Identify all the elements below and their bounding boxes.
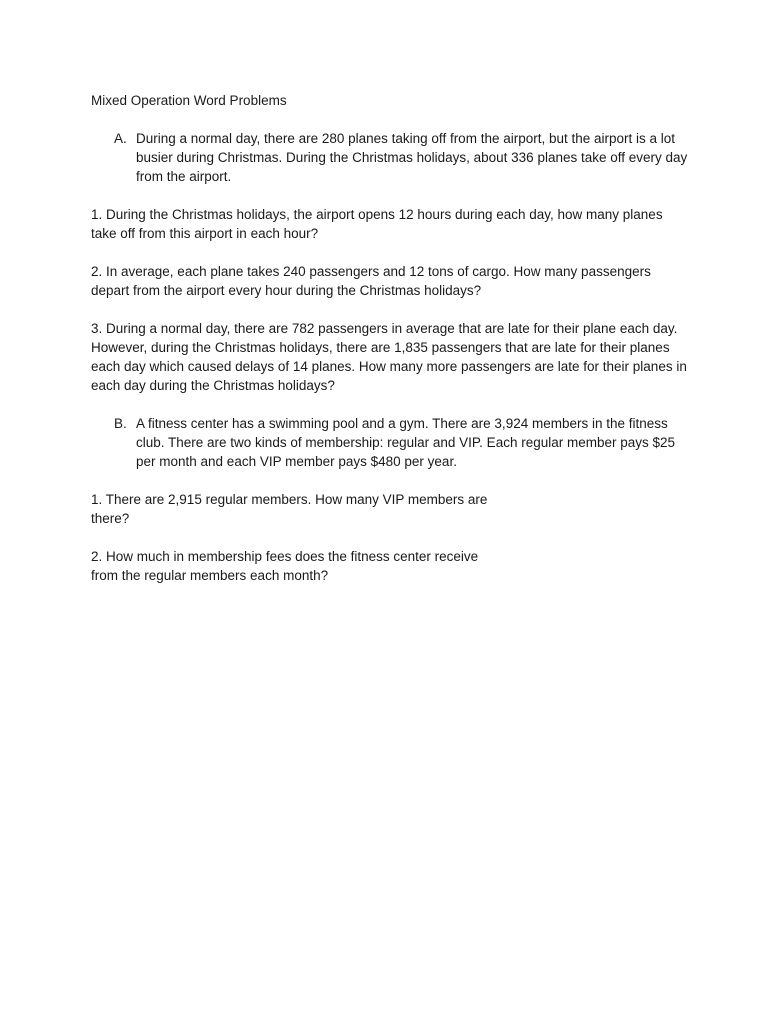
section-a xyxy=(91,129,691,186)
document-title: Mixed Operation Word Problems xyxy=(91,93,287,108)
question-a2: 2. In average, each plane takes 240 passengers and 12 tons of cargo. How many passengers depart from the airport every hour during the Christmas holidays? xyxy=(91,264,651,298)
section-b-marker: B. xyxy=(114,416,127,431)
document-page xyxy=(91,91,691,604)
question-a3: 3. During a normal day, there are 782 passengers in average that are late for their plane each day. However, during the Christmas holidays, there are 1,835 passengers that are late for their planes each day which caused delays of 14 planes. How many more passengers are late for their planes in each day during the Christmas holidays? xyxy=(91,321,687,393)
section-a-text: During a normal day, there are 280 planes taking off from the airport, but the airport is a lot busier during Christmas. During the Christmas holidays, about 336 planes take off every day from the airport. xyxy=(136,131,688,184)
question-b1: 1. There are 2,915 regular members. How many VIP members are there? xyxy=(91,492,488,526)
question-b2: 2. How much in membership fees does the fitness center receive from the regular members each month? xyxy=(91,549,479,583)
section-b xyxy=(91,414,691,471)
section-a-marker: A. xyxy=(114,131,127,146)
section-b-text: A fitness center has a swimming pool and a gym. There are 3,924 members in the fitness club. There are two kinds of membership: regular and VIP. Each regular member pays $25 per month and each VIP member pays $480 per year. xyxy=(136,416,676,469)
question-a1: 1. During the Christmas holidays, the airport opens 12 hours during each day, how many planes take off from this airport in each hour? xyxy=(91,207,663,241)
